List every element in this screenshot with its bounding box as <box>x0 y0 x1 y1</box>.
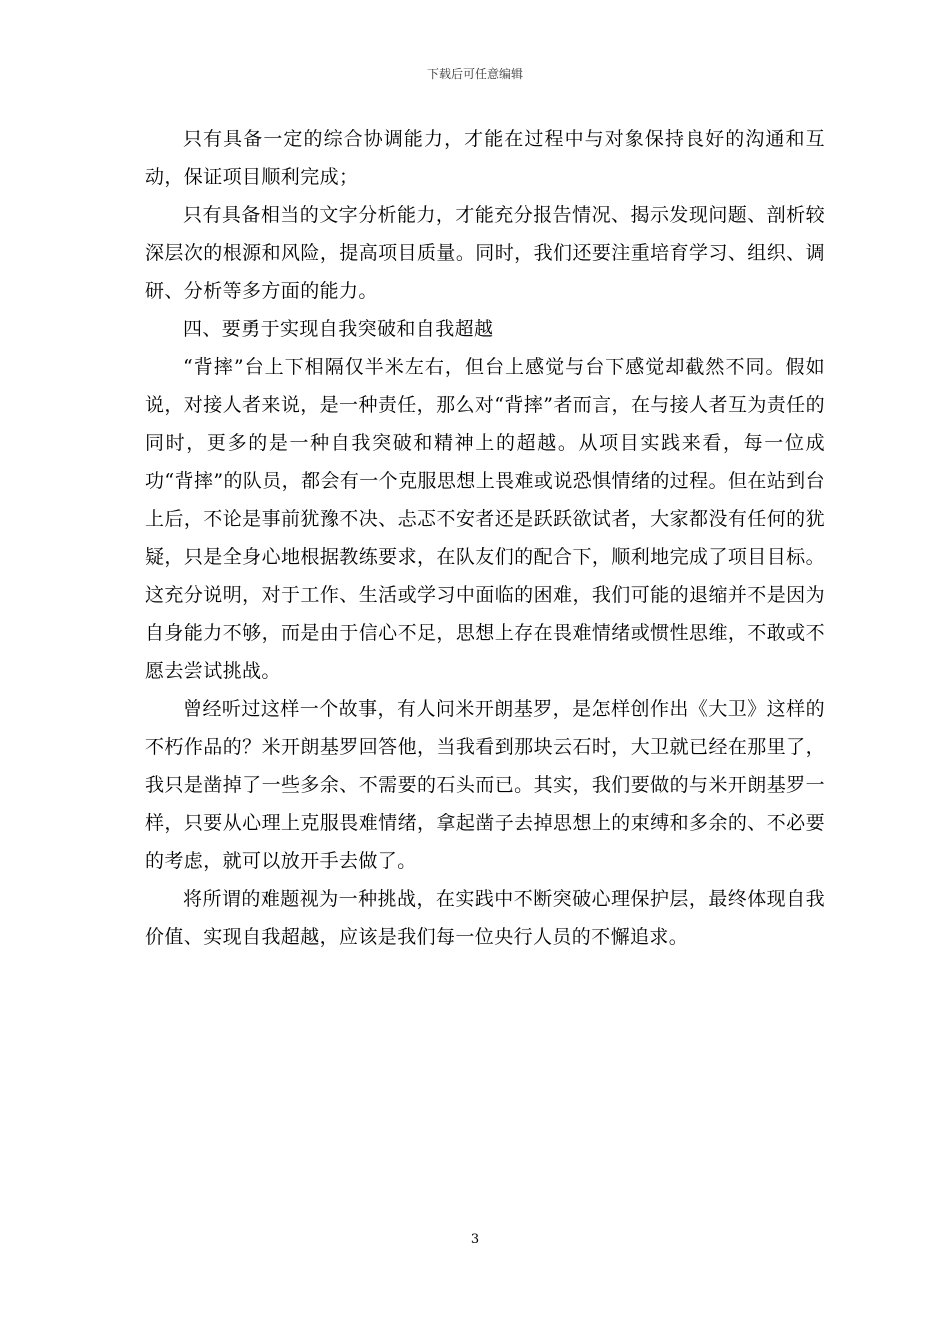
paragraph-writing-analysis: 只有具备相当的文字分析能力，才能充分报告情况、揭示发现问题、剖析较深层次的根源和风险，提高项目质量。同时，我们还要注重培育学习、组织、调研、分析等多方面的能力。 <box>145 204 825 302</box>
page-number: 3 <box>470 1232 480 1247</box>
document-body <box>145 120 825 956</box>
paragraph-michelangelo-story: 曾经听过这样一个故事，有人问米开朗基罗，是怎样创作出《大卫》这样的不朽作品的？米开朗基罗回答他，当我看到那块云石时，大卫就已经在那里了，我只是凿掉了一些多余、不需要的石头而已。其实，我们要做的与米开朗基罗一样，只要从心理上克服畏难情绪，拿起凿子去掉思想上的束缚和多余的、不必要的考虑，就可以放开手去做了。 <box>145 698 825 872</box>
section-heading-self-breakthrough: 四、要勇于实现自我突破和自我超越 <box>183 318 494 340</box>
page-header: 下载后可任意编辑 <box>426 67 523 81</box>
paragraph-trust-fall: “背摔”台上下相隔仅半米左右，但台上感觉与台下感觉却截然不同。假如说，对接人者来说，是一种责任，那么对“背摔”者而言，在与接人者互为责任的同时，更多的是一种自我突破和精神上的超越。从项目实践来看，每一位成功“背摔”的队员，都会有一个克服思想上畏难或说恐惧情绪的过程。但在站到台上后，不论是事前犹豫不决、忐忑不安者还是跃跃欲试者，大家都没有任何的犹疑，只是全身心地根据教练要求，在队友们的配合下，顺利地完成了项目目标。这充分说明，对于工作、生活或学习中面临的困难，我们可能的退缩并不是因为自身能力不够，而是由于信心不足，思想上存在畏难情绪或惯性思维，不敢或不愿去尝试挑战。 <box>145 356 825 682</box>
paragraph-conclusion: 将所谓的难题视为一种挑战，在实践中不断突破心理保护层，最终体现自我价值、实现自我超越，应该是我们每一位央行人员的不懈追求。 <box>145 888 825 948</box>
paragraph-coordination: 只有具备一定的综合协调能力，才能在过程中与对象保持良好的沟通和互动，保证项目顺利完成； <box>145 128 825 188</box>
